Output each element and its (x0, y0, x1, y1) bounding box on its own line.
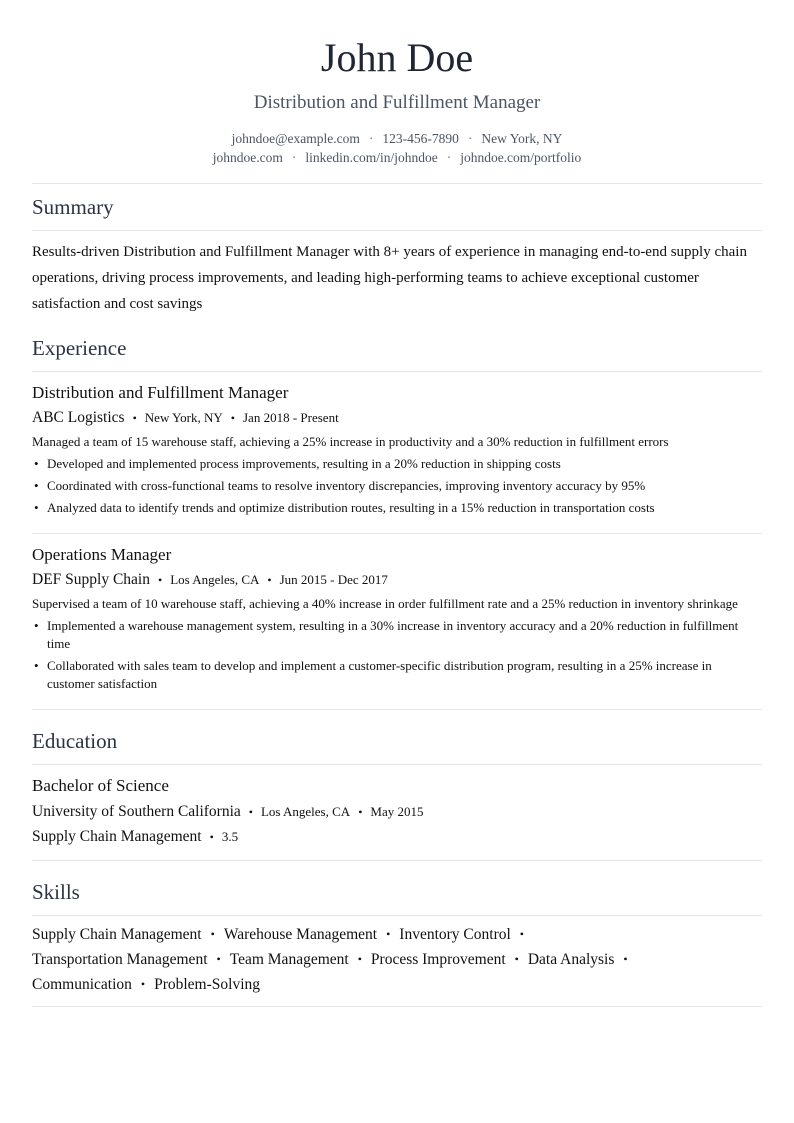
job-entry (32, 534, 762, 709)
skill-separator: • (623, 952, 628, 966)
job-title: Operations Manager (32, 545, 172, 564)
bullet-text: Developed and implemented process improvements, resulting in a 20% reduction in shipping costs (47, 456, 561, 471)
graduation-date: May 2015 (370, 804, 424, 819)
school-name: University of Southern California (32, 803, 241, 820)
skill-item: Problem-Solving (154, 976, 261, 993)
skill-item: Supply Chain Management (32, 926, 202, 943)
experience-section (32, 317, 762, 710)
meta-separator: • (230, 411, 235, 425)
skill-separator: • (514, 952, 519, 966)
job-bullets (32, 455, 762, 517)
linkedin-link[interactable]: linkedin.com/in/johndoe (305, 150, 438, 165)
skills-title: Skills (32, 880, 80, 904)
skill-separator: • (386, 927, 391, 941)
gpa: 3.5 (221, 829, 239, 844)
job-bullets (32, 617, 762, 693)
contact-row-1 (32, 129, 762, 148)
portfolio-link[interactable]: johndoe.com/portfolio (460, 150, 582, 165)
meta-separator: • (132, 411, 137, 425)
job-meta (32, 409, 762, 427)
location: New York, NY (481, 131, 563, 146)
meta-separator: • (248, 805, 253, 819)
contact-row-2 (32, 148, 762, 167)
website-link[interactable]: johndoe.com (212, 150, 283, 165)
list-item (32, 455, 762, 473)
section-divider (32, 1006, 762, 1007)
resume-page (32, 0, 762, 1007)
phone-number[interactable]: 123-456-7890 (382, 131, 459, 146)
skill-separator: • (519, 927, 524, 941)
contact-separator: · (368, 131, 374, 146)
skill-separator: • (210, 927, 215, 941)
contact-separator: · (446, 150, 452, 165)
list-item (32, 499, 762, 517)
bullet-icon: • (34, 478, 39, 493)
job-meta (32, 571, 762, 589)
job-entry (32, 372, 762, 533)
job-description: Supervised a team of 10 warehouse staff, achieving a 40% increase in order fulfillment rate and a 25% reduction in inventory shrinkage (32, 596, 738, 611)
education-section (32, 710, 762, 861)
skill-separator: • (357, 952, 362, 966)
skill-separator: • (140, 977, 146, 991)
job-title: Distribution and Fulfillment Manager (32, 383, 289, 402)
experience-title: Experience (32, 336, 127, 360)
bullet-text: Implemented a warehouse management system, resulting in a 30% increase in inventory accuracy and a 20% reduction in fulfillment time (47, 618, 739, 651)
skill-separator: • (216, 952, 221, 966)
education-title: Education (32, 729, 118, 753)
job-dates: Jun 2015 - Dec 2017 (279, 572, 388, 587)
list-item (32, 657, 762, 693)
contact-separator: · (291, 150, 297, 165)
meta-separator: • (157, 573, 163, 587)
section-divider (32, 230, 762, 231)
contact-separator: · (467, 131, 473, 146)
school-meta (32, 801, 762, 823)
summary-title: Summary (32, 195, 114, 219)
candidate-name: John Doe (320, 35, 474, 80)
skill-item: Warehouse Management (223, 926, 378, 943)
list-item (32, 617, 762, 653)
bullet-text: Collaborated with sales team to develop and implement a customer-specific distribution program, resulting in a 25% increase in customer satisfaction (47, 658, 712, 691)
company-name: ABC Logistics (32, 409, 125, 426)
skills-section (32, 861, 762, 1007)
skills-list (32, 916, 762, 1006)
skill-item: Inventory Control (399, 926, 511, 943)
skill-item: Communication (32, 976, 132, 993)
bullet-icon: • (34, 500, 39, 515)
company-name: DEF Supply Chain (32, 571, 150, 588)
candidate-headline: Distribution and Fulfillment Manager (253, 92, 541, 113)
education-entry (32, 765, 762, 860)
meta-separator: • (358, 805, 363, 819)
email-link[interactable]: johndoe@example.com (231, 131, 360, 146)
bullet-icon: • (34, 456, 39, 471)
field-of-study: Supply Chain Management (32, 828, 202, 845)
meta-separator: • (267, 573, 272, 587)
bullet-text: Analyzed data to identify trends and optimize distribution routes, resulting in a 15% reduction in transportation costs (47, 500, 655, 515)
bullet-text: Coordinated with cross-functional teams to resolve inventory discrepancies, improving inventory accuracy by 95% (47, 478, 646, 493)
summary-text: Results-driven Distribution and Fulfillment Manager with 8+ years of experience in managing end-to-end supply chain operations, driving process improvements, and leading high-performing teams to achieve exceptional customer satisfaction and cost savings (32, 244, 747, 312)
degree-name: Bachelor of Science (32, 776, 169, 795)
job-location: Los Angeles, CA (170, 572, 260, 587)
school-location: Los Angeles, CA (260, 804, 351, 819)
skill-item: Transportation Management (32, 951, 208, 968)
job-location: New York, NY (144, 410, 223, 425)
skill-item: Data Analysis (527, 951, 615, 968)
field-meta (32, 826, 762, 848)
meta-separator: • (209, 830, 214, 844)
bullet-icon: • (34, 618, 39, 633)
job-description: Managed a team of 15 warehouse staff, achieving a 25% increase in productivity and a 30% reduction in fulfillment errors (32, 434, 669, 449)
skill-item: Process Improvement (370, 951, 506, 968)
summary-section (32, 184, 762, 317)
skill-item: Team Management (229, 951, 349, 968)
job-dates: Jan 2018 - Present (243, 410, 339, 425)
list-item (32, 477, 762, 495)
contact-info (32, 129, 762, 167)
bullet-icon: • (34, 658, 39, 673)
resume-header (32, 34, 762, 167)
